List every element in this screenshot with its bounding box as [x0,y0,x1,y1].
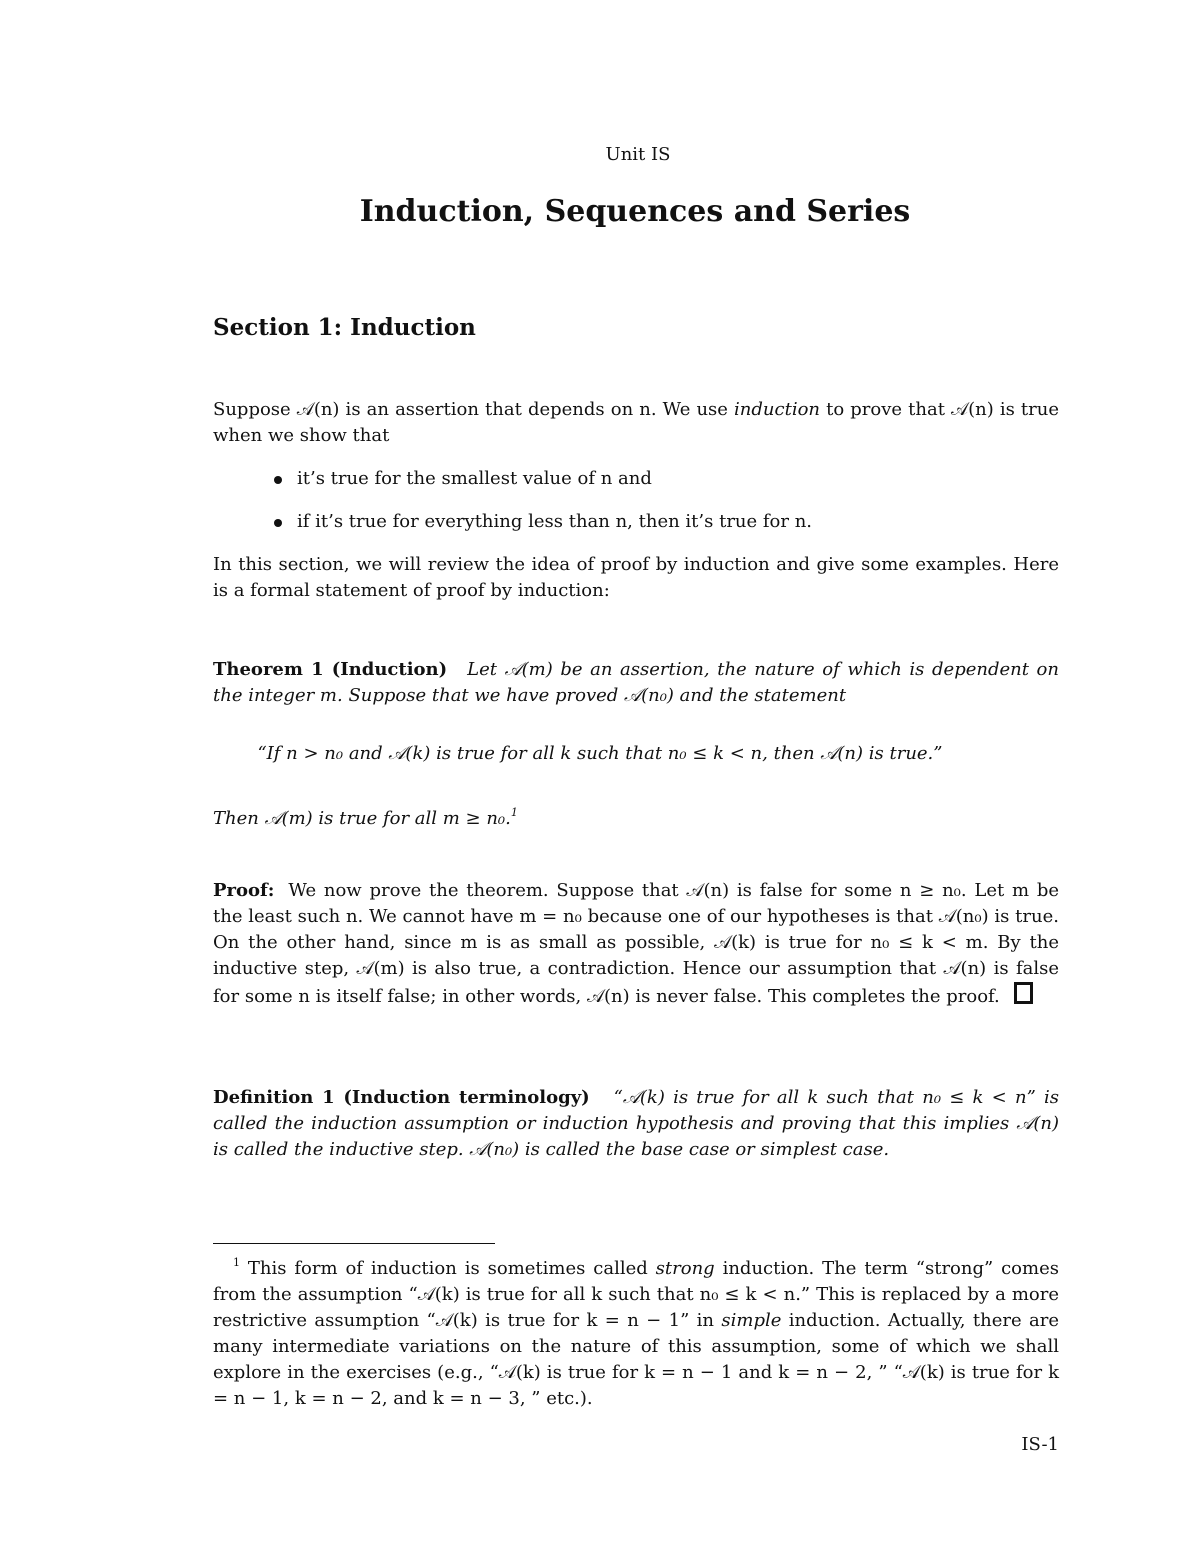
proof-block [213,878,1059,1010]
theorem-conclusion: Then 𝒜(m) is true for all m ≥ n₀. [213,808,511,829]
bullet-text: it’s true for the smallest value of n and [297,468,652,489]
theorem-display-statement: “If n > n₀ and 𝒜(k) is true for all k such that n₀ ≤ k < n, then 𝒜(n) is true.” [257,743,943,764]
proof-text: We now prove the theorem. Suppose that 𝒜(n) is false for some n ≥ n₀. Let m be the least such n. We cannot have m = n₀ because one of our hypotheses is that 𝒜(n₀) is true. On the other hand, since m is as small as possible, 𝒜(k) is true for n₀ ≤ k < m. By the inductive step, 𝒜(m) is also true, a contradiction. Hence our assumption that 𝒜(n) is false for some n is itself false; in other words, 𝒜(n) is never false. This completes the proof. [213,880,1059,1007]
bullet-text: if it’s true for everything less than n, then it’s true for n. [297,511,813,532]
footnote-reference: 1 [510,806,518,819]
document-title: Induction, Sequences and Series [359,194,911,229]
footnote-emphasis-strong: strong [655,1258,715,1279]
theorem-statement: Let 𝒜(m) be an assertion, the nature of which is dependent on the integer m. Suppose that we have proved 𝒜(n₀) and the statement [213,659,1059,706]
intro-paragraph [213,397,1059,449]
definition-label: Definition 1 (Induction terminology) [213,1087,590,1108]
bullet-dot-icon [274,476,282,484]
bullet-dot-icon [274,519,282,527]
theorem-conclusion-line [213,800,1059,832]
definition-text: “𝒜(k) is true for all k such that n₀ ≤ k < n” is called the induction assumption or induction hypothesis and proving that this implies 𝒜(n) is called the inductive step. 𝒜(n₀) is called the base case or simplest case. [213,1087,1059,1160]
footnote-text-b: induction. The term “strong” comes from the assumption “𝒜(k) is true for all k such that n₀ ≤ k < n.” This is replaced by a more restrictive assumption “𝒜(k) is true for k = n − 1” in [213,1258,1059,1331]
footnote-text-a: This form of induction is sometimes called [247,1258,656,1279]
intro-emphasis: induction [734,399,821,420]
qed-square-icon [1014,982,1033,1004]
page-number: IS-1 [1021,1434,1059,1455]
proof-label: Proof: [213,880,275,901]
unit-label: Unit IS [605,144,671,165]
theorem-label: Theorem 1 (Induction) [213,659,448,680]
theorem-block [213,657,1059,709]
footnote-mark: 1 [233,1256,240,1269]
review-paragraph: In this section, we will review the idea of proof by induction and give some examples. Here is a formal statement of proof by induction: [213,554,1059,601]
footnote-divider [213,1243,495,1244]
definition-block [213,1085,1059,1163]
intro-text-b: to prove that 𝒜(n) is true when we show that [213,399,1059,446]
intro-text-a: Suppose 𝒜(n) is an assertion that depends on n. We use [213,399,735,420]
section-heading: Section 1: Induction [213,314,476,341]
footnote-text-c: induction. Actually, there are many intermediate variations on the nature of this assumption, some of which we shall explore in the exercises (e.g., “𝒜(k) is true for k = n − 1 and k = n − 2, ” “𝒜(k) is true for k = n − 1, k = n − 2, and k = n − 3, ” etc.). [213,1310,1059,1409]
footnote-emphasis-simple: simple [721,1310,782,1331]
footnote [213,1250,1059,1412]
